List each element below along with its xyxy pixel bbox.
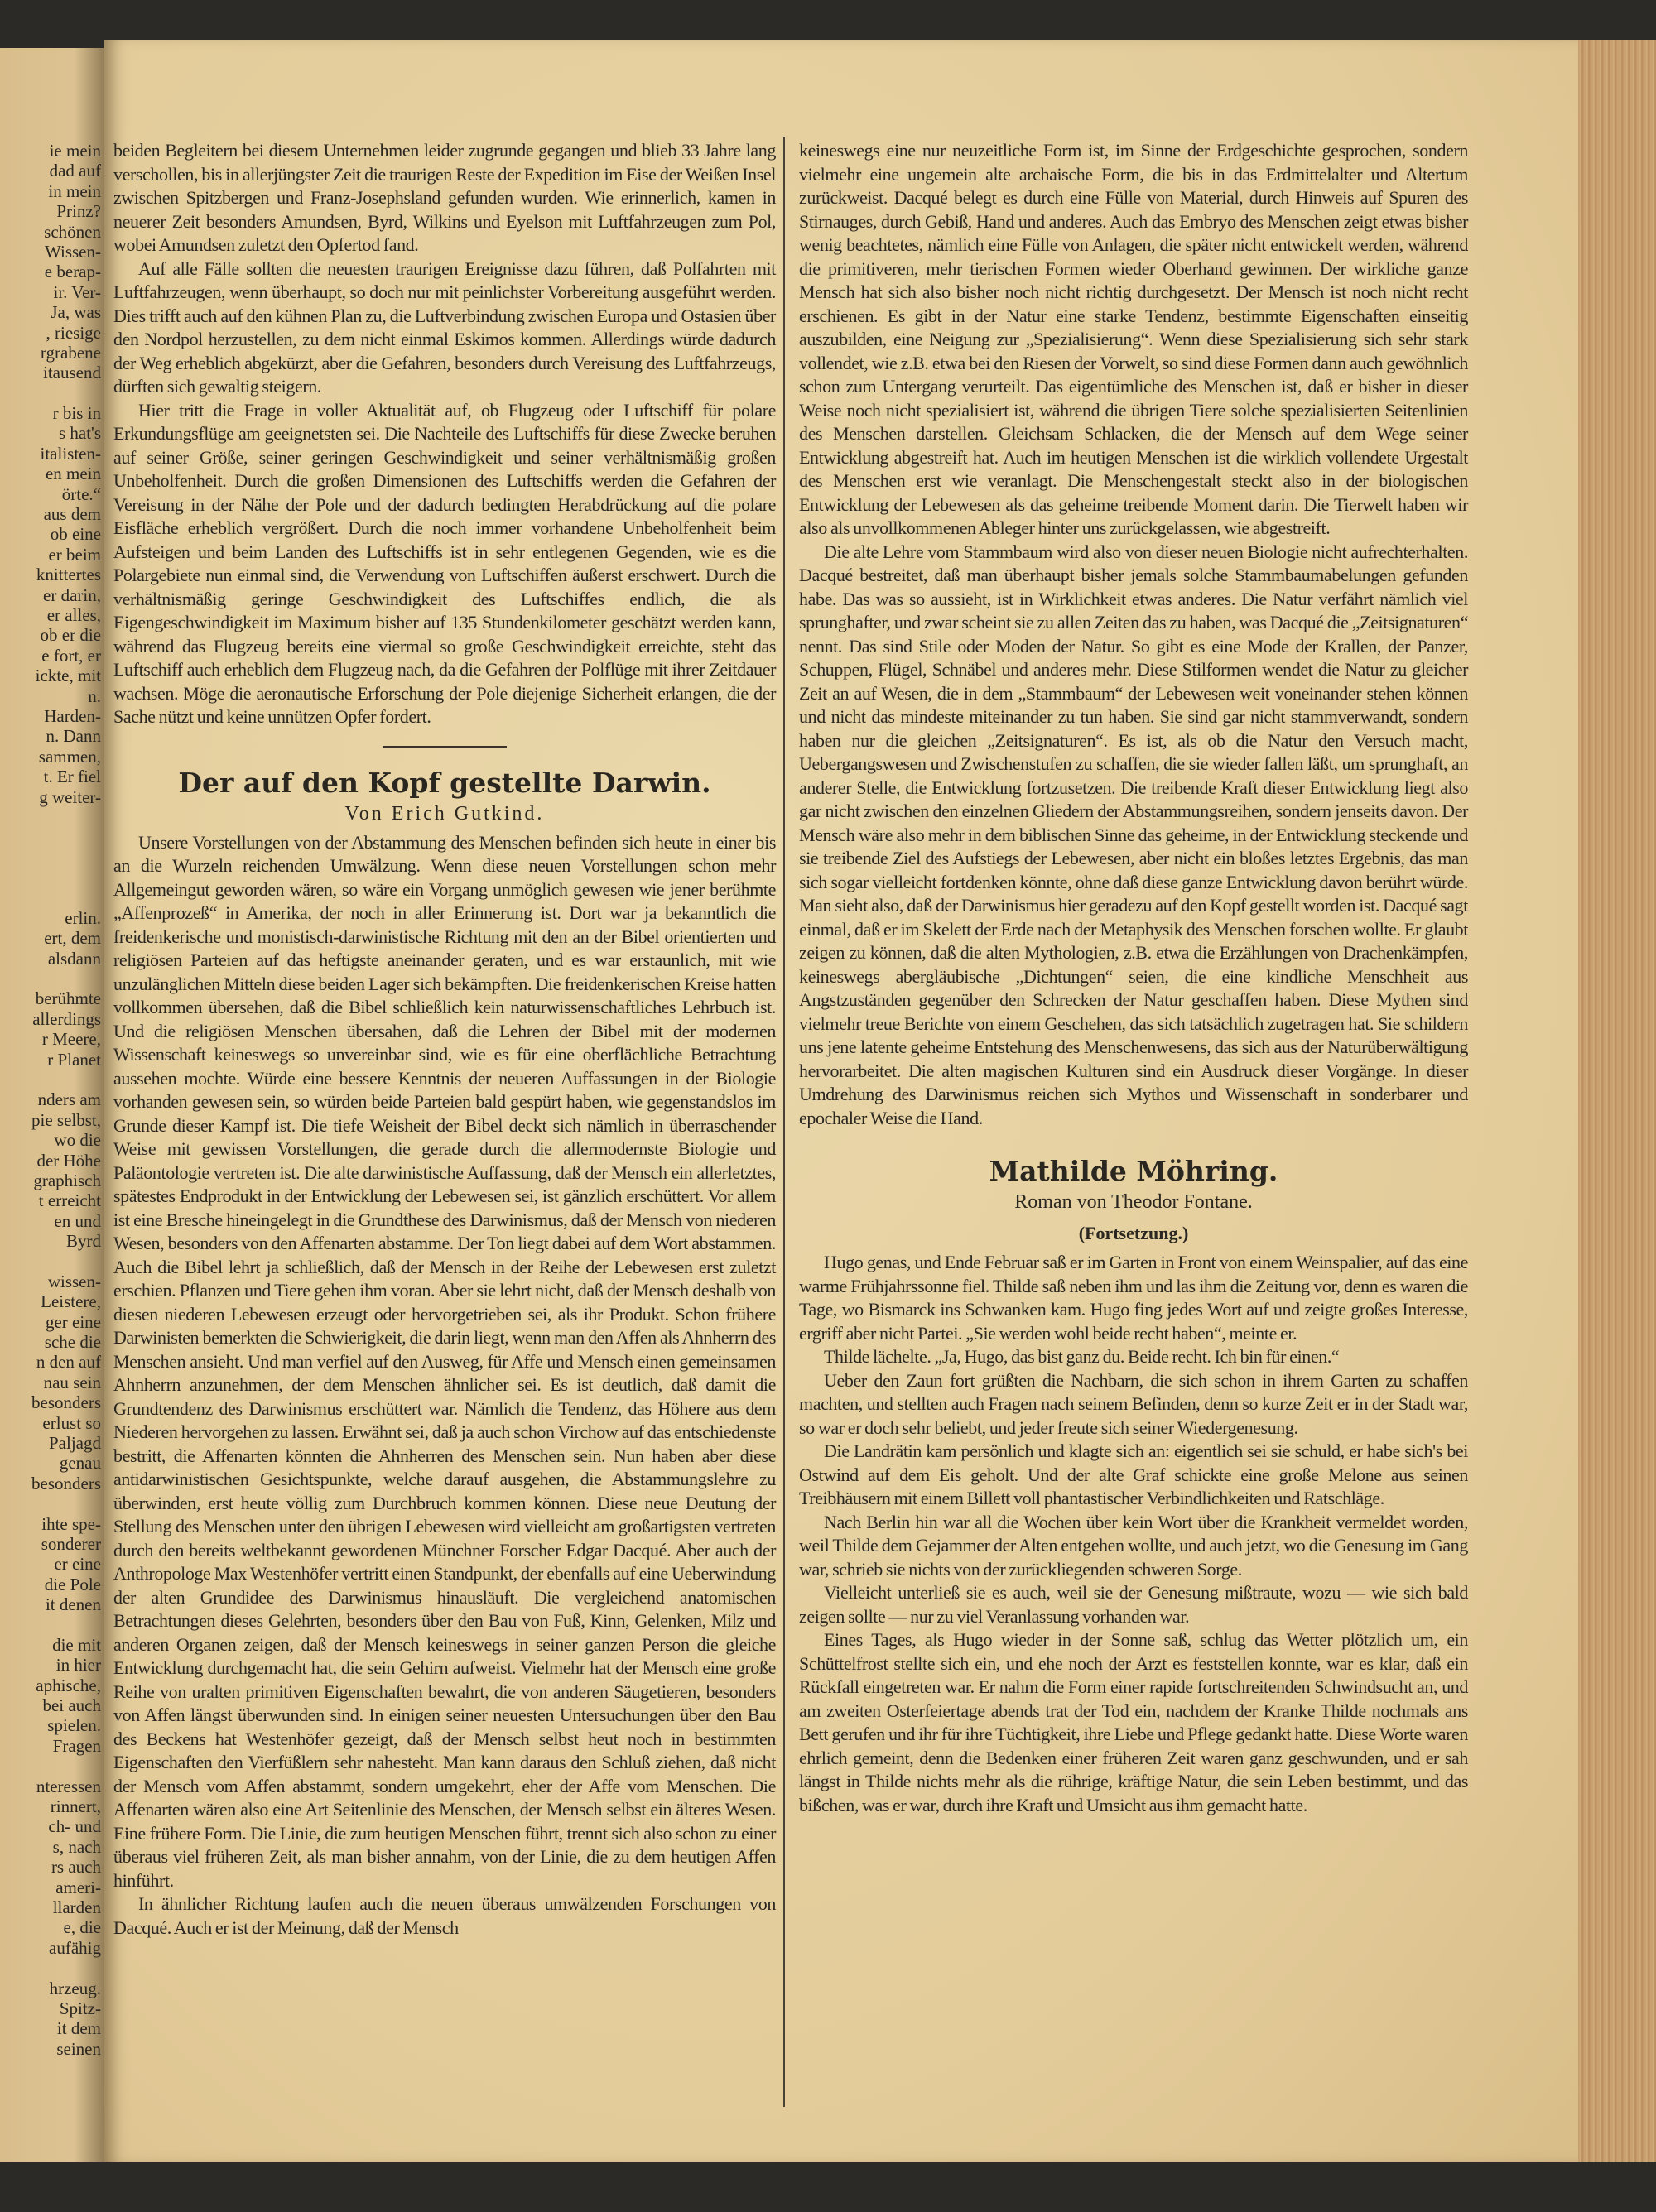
paragraph: Hugo genas, und Ende Februar saß er im Garten in Front von einem Weinspalier, auf das eine warme Frühjahrssonne fiel. Thilde saß neben ihm und las ihm die Zeitung vor, denn es waren die Tage, wo Bismarck ins Schwanken kam. Hugo fing jedes Wort auf und zeigte großes Interesse, ergriff aber nicht Partei. „Sie werden wohl beide recht haben“, meinte er. <box>799 1252 1468 1344</box>
fragment-line: alsdann <box>47 948 101 969</box>
fragment-line: n. Dann <box>46 726 101 747</box>
fragment-line: aphische, <box>36 1675 101 1695</box>
fragment-line: Byrd <box>66 1231 101 1252</box>
fragment-line: r bis in <box>52 403 101 424</box>
fragment-line: nau sein <box>43 1372 101 1392</box>
fragment-line: pie selbst, <box>31 1109 101 1130</box>
fragment-line: erlust so <box>42 1412 101 1433</box>
fragment-line: er darin, <box>43 584 101 605</box>
fragment-line: sche die <box>44 1332 101 1353</box>
fragment-line: aufähig <box>49 1937 101 1958</box>
fragment-line: it dem <box>56 2018 101 2039</box>
fragment-line: itausend <box>43 363 101 383</box>
fragment-line: ickte, mit <box>35 666 101 686</box>
fragment-line: ihte spe- <box>41 1513 101 1534</box>
fragment-line: n den auf <box>36 1352 101 1373</box>
fragment-line: der Höhe <box>36 1150 101 1171</box>
fragment-line: er eine <box>54 1554 101 1575</box>
fragment-line: e fort, er <box>41 645 101 666</box>
fragment-line: hrzeug. <box>49 1978 101 1998</box>
fragment-line <box>3 383 101 403</box>
fragment-line: die Pole <box>44 1574 101 1594</box>
adjacent-page-text-fragments <box>3 141 101 2059</box>
fragment-line: Paljagd <box>49 1433 101 1453</box>
fragment-line: Fragen <box>52 1735 101 1756</box>
fragment-line: Leistere, <box>41 1291 101 1312</box>
fragment-line: it denen <box>45 1594 101 1615</box>
fragment-line <box>3 868 101 887</box>
fragment-line: e, die <box>63 1917 101 1938</box>
fragment-line <box>3 848 101 868</box>
fragment-line: llarden <box>52 1897 101 1917</box>
column-left <box>113 139 776 1940</box>
fragment-line: s, nach <box>52 1836 101 1857</box>
fragment-line: er alles, <box>46 604 101 625</box>
fragment-line: Wissen- <box>45 241 101 262</box>
fragment-line: er beim <box>48 544 101 565</box>
fragment-line: ch- und <box>48 1816 101 1837</box>
fragment-line: r Planet <box>47 1049 101 1070</box>
fragment-line: sonderer <box>41 1533 101 1554</box>
fragment-line: ob er die <box>40 625 101 646</box>
fragment-line: s hat's <box>58 423 101 444</box>
fragment-line: rgrabene <box>40 342 101 363</box>
fragment-line <box>3 827 101 847</box>
paragraph: Vielleicht unterließ sie es auch, weil sie der Genesung mißtraute, wozu — wie sich bald zeigen sollte — nur zu viel Veranlassung vorhanden war. <box>799 1582 1468 1627</box>
fragment-line <box>3 1958 101 1978</box>
fragment-line: berühmte <box>35 988 101 1009</box>
fragment-line: die mit <box>52 1634 101 1655</box>
fragment-line: erlin. <box>65 907 101 928</box>
paragraph: Hier tritt die Frage in voller Aktualität auf, ob Flugzeug oder Luftschiff für polare Erkundungsflüge am geeignetsten sei. Die Nachteile des Luftschiffs für diese Zwecke beruhen auf seiner Größe, seiner geringen Geschwindigkeit und seiner verhältnismäßig großen Unbeholfenheit. Durch die großen Dimensionen des Luftschiffs werden die Gefahren der Vereisung in der Nähe der Pole und der dadurch bedingten Herabdrückung auf die polare Eisfläche erheblich vergrößert. Durch die noch immer vorhandene Unbeholfenheit beim Aufsteigen und beim Landen des Luftschiffs ist in sehr entlegenen Gegenden, wie es die Polargebiete nun einmal sind, die Verwendung von Luftschiffen äußerst erschwert. Durch die verhältnismäßig geringe Geschwindigkeit des Luftschiffes endlich, die als Eigengeschwindigkeit im Maximum bisher auf 135 Stundenkilometer geschätzt werden kann, während das Flugzeug bereits eine viermal so große Geschwindigkeit erreichte, steht das Luftschiff auch erheblich dem Flugzeug nach, da die Gefahren der Polflüge mit ihrer Zeitdauer wachsen. Möge die aeronautische Erforschung der Pole diejenige Sicherheit erlangen, die der Sache nützt und keine unnützen Opfer fordert. <box>113 399 776 727</box>
fragment-line: t. Er fiel <box>43 767 101 787</box>
fragment-line: en und <box>54 1210 101 1231</box>
fragment-line: örte.“ <box>61 483 101 504</box>
fragment-line: schönen <box>44 221 101 242</box>
paragraph: Eines Tages, als Hugo wieder in der Sonne saß, schlug das Wetter plötzlich um, ein Schüttelfrost stellte sich ein, und ehe noch der Arzt es feststellen konnte, war es klar, daß ein Rückfall eingetreten war. Er nahm die Form einer rapide fortschreitenden Schwindsucht an, und am zweiten Osterfeiertage abends trat der Tod ein, nachdem der Kranke Thilde nochmals ans Bett gerufen und ihr für ihre Tüchtigkeit, ihre Liebe und Pflege gedankt hatte. Diese Worte waren ehrlich gemeint, denn die Bedenken einer früheren Zeit waren ganz geschwunden, und er sah längst in Thilde nichts mehr als die rührige, kräftige Natur, die sein Leben bestimmt, und das bißchen, was er war, durch ihre Kraft und Umsicht aus ihm gemacht hatte. <box>799 1629 1468 1815</box>
paragraph: beiden Begleitern bei diesem Unternehmen leider zugrunde gegangen und blieb 33 Jahre lang verschollen, bis in allerjüngster Zeit die traurigen Reste der Expedition im Eise der Weißen Insel zwischen Spitzbergen und Franz-Josephsland gefunden wurden. Wie erinnerlich, kamen in neuerer Zeit besonders Amundsen, Byrd, Wilkins und Eyelson mit Luftfahrzeugen zum Pol, wobei Amundsen zuletzt den Opfertod fand. <box>113 140 776 255</box>
fragment-line: besonders <box>31 1392 101 1413</box>
page-stack-edge <box>1578 40 1656 2162</box>
paragraph: Nach Berlin hin war all die Wochen über kein Wort über die Krankheit vermeldet worden, weil Thilde dem Gejammer der Alten entgehen wollte, und auch jetzt, wo die Genesung im Gang war, schrieb sie nichts von der zurückliegenden schweren Sorge. <box>799 1511 1468 1580</box>
fragment-line: en mein <box>45 464 101 484</box>
fragment-line: r Meere, <box>41 1029 101 1050</box>
fragment-line: in hier <box>55 1655 101 1676</box>
fragment-line <box>3 887 101 907</box>
fragment-line: ameri- <box>55 1877 101 1897</box>
fragment-line: nders am <box>37 1089 101 1110</box>
fragment-line: e berap- <box>44 262 101 282</box>
fragment-line <box>3 807 101 827</box>
fragment-line <box>3 969 101 988</box>
adjacent-page-edge <box>0 48 106 2162</box>
section-divider <box>383 746 507 748</box>
fragment-line: seinen <box>56 2038 101 2059</box>
fragment-line: knittertes <box>36 565 101 585</box>
fragment-line: ger eine <box>45 1311 101 1332</box>
fragment-line: wissen- <box>47 1271 101 1291</box>
column-right <box>799 139 1468 1817</box>
article-title: Der auf den Kopf gestellte Darwin. <box>178 766 711 799</box>
paragraph: Die Landrätin kam persönlich und klagte sich an: eigentlich sei sie schuld, er habe sich's bei Ostwind auf dem Eis geholt. Und der alte Graf schickte eine große Melone aus seinen Treibhäusern mit einem Billett voll phantastischer Verbindlichkeiten und Ratschläge. <box>799 1440 1468 1508</box>
fragment-line <box>3 1070 101 1089</box>
fragment-line <box>3 1493 101 1513</box>
fragment-line: ob eine <box>50 524 101 545</box>
fragment-line: rs auch <box>51 1857 101 1878</box>
fragment-line <box>3 1615 101 1635</box>
fragment-line: ert, dem <box>44 928 101 949</box>
fragment-line <box>3 1756 101 1776</box>
fragment-line: nteressen <box>36 1776 101 1796</box>
fragment-line: in mein <box>48 180 101 201</box>
fragment-line: , riesige <box>46 322 101 343</box>
paragraph: Unsere Vorstellungen von der Abstammung des Menschen befinden sich heute in einer bis an die Wurzeln reichenden Umwälzung. Wenn diese neuen Vorstellungen schon mehr Allgemeingut geworden wären, so wäre ein Vorgang unmöglich gewesen wie jener berühmte „Affenprozeß“ in Amerika, der noch in aller Erinnerung ist. Dort war ja bekanntlich die freidenkerische und monistisch-darwinistische Richtung mit den an der Bibel orientierten und religiösen Parteien auf das heftigste aneinander geraten, und es war erstaunlich, mit wie unzulänglichen Mitteln diese beiden Lager sich bekämpften. Die freidenkerischen Kreise hatten vollkommen übersehen, daß die Bibel schließlich kein naturwissenschaftliches Lehrbuch ist. Und die religiösen Menschen übersahen, daß die Lehren der Bibel mit der modernen Wissenschaft keineswegs so unvereinbar sind, wie es für eine oberflächliche Betrachtung aussehen mochte. Würde eine bessere Kenntnis der neueren Auffassungen in der Biologie vorhanden gewesen sein, so würden beide Parteien bald gespürt haben, wie gegenstandslos im Grunde dieser Kampf ist. Die tiefe Weisheit der Bibel deckt sich nämlich in überraschender Weise mit gewissen Vorstellungen, die gerade durch die allermodernste Biologie und Paläontologie vertreten ist. Die alte darwinistische Auffassung, daß der Mensch ein allerletztes, spätestes Endprodukt in der Entwicklung der Lebewesen sei, ist gänzlich erschüttert. Vor allem ist eine Bresche hineingelegt in die Grundthese des Darwinismus, daß der Mensch von niederen Wesen, besonders von den Affenarten abstamme. Der Ton liegt dabei auf dem Wort abstammen. Auch die Bibel lehrt ja schließlich, daß der Mensch in der Reihe der Lebewesen erst zuletzt erschien. Pflanzen und Tiere gehen ihm voran. Aber sie lehrt nicht, daß der Mensch deshalb von diesen niederen Lebewesen erzeugt oder hervorgetrieben sei, als ihr Produkt. Schon frühere Darwinisten bemerkten die Schwierigkeit, die darin liegt, wenn man den Affen als Ahnherrn des Menschen ansieht. Und man verfiel auf den Ausweg, für Affe und Mensch einen gemeinsamen Ahnherrn anzunehmen, der dem Menschen ähnlicher sei. Es ist deutlich, daß damit die Grundtendenz des Darwinismus erschüttert war. Nämlich die Tendenz, das Höhere aus dem Niederen hervorgehen zu lassen. Erwähnt sei, daß ja auch schon Virchow auf das entschiedenste bestritt, die Affenarten könnten die Ahnherren des Menschen sein. Nun haben aber diese antidarwinistischen Gesichtspunkte, welche darauf ausgehen, die Abstammungslehre zu überwinden, erst heute völlig zum Durchbruch kommen können. Diese neue Deutung der Stellung des Menschen unter den übrigen Lebewesen wird vielleicht am großartigsten vertreten durch den bereits weltbekannt gewordenen Münchner Forscher Edgar Dacqué. Aber auch der Anthropologe Max Westenhöfer vertritt einen Standpunkt, der ebenfalls auf eine Ueberwindung der alten Grundidee des Darwinismus hinausläuft. Die vergleichend anatomischen Betrachtungen dieses Gelehrten, besonders über den Bau von Fuß, Kinn, Gelenken, Milz und anderen Organen zeigen, daß der Mensch keineswegs in seiner ganzen Person die gleiche Entwicklung durchgemacht hat, die sein Gehirn aufweist. Vielmehr hat der Mensch eine große Reihe von uralten primitiven Eigenschaften bewahrt, die von anderen Säugetieren, besonders von Affen längst überwunden sind. In einigen seiner neuesten Untersuchungen über den Bau des Beckens hat Westenhöfer gezeigt, daß der Mensch selbst heut noch in bestimmten Eigenschaften den Vierfüßlern sehr nahesteht. Man kann daraus den Schluß ziehen, daß nicht der Mensch vom Affen abstammt, sondern umgekehrt, eher der Affe vom Menschen. Die Affenarten wären also eine Art Seitenlinie des Menschen, der Mensch selbst ein älteres Wesen. Eine frühere Form. Die Linie, die zum heutigen Menschen führt, trennt sich also schon zu einer überaus viel früheren Zeit, als man bisher annahm, von der Linie, die zu dem heutigen Affen hinführt. <box>113 831 776 1891</box>
fragment-line: Harden- <box>44 705 101 726</box>
fragment-line: graphisch <box>33 1170 101 1190</box>
fragment-line: besonders <box>31 1473 101 1493</box>
fragment-line: aus dem <box>43 504 101 525</box>
fragment-line: spielen. <box>47 1715 101 1736</box>
novel-byline: Roman von Theodor Fontane. <box>1014 1191 1253 1213</box>
fragment-line: bei auch <box>42 1695 101 1716</box>
novel-title: Mathilde Möhring. <box>989 1155 1278 1187</box>
fragment-line: ir. Ver- <box>53 281 101 302</box>
paragraph: Ueber den Zaun fort grüßten die Nachbarn, die sich schon in ihrem Garten zu schaffen machten, und stellten auch Fragen nach seinem Befinden, denn so kurze Zeit er in der Stadt war, so war er doch sehr beliebt, und jeder freute sich seiner Wiedergenesung. <box>799 1369 1468 1438</box>
continuation-note: (Fortsetzung.) <box>1078 1223 1189 1243</box>
fragment-line: rinnert, <box>50 1796 101 1817</box>
scan-bottom-border <box>0 2162 1656 2212</box>
fragment-line: sammen, <box>38 746 101 767</box>
paragraph: Thilde lächelte. „Ja, Hugo, das bist ganz du. Beide recht. Ich bin für einen.“ <box>824 1346 1340 1367</box>
column-divider <box>783 137 785 2107</box>
fragment-line: t erreicht <box>38 1190 101 1211</box>
paragraph: In ähnlicher Richtung laufen auch die neuen überaus umwälzenden Forschungen von Dacqué. Auch er ist der Meinung, daß der Mensch <box>113 1893 776 1938</box>
fragment-line: wo die <box>54 1130 101 1151</box>
paragraph: Die alte Lehre vom Stammbaum wird also von dieser neuen Biologie nicht aufrechterhalten. Dacqué bestreitet, daß man überhaupt bisher jemals solche Stammbaumabelungen gefunden habe. Das was so aussieht, ist in Wirklichkeit etwas anderes. Die Natur verfährt nämlich viel sprunghafter, und zwar scheint sie zu allen Zeiten das zu haben, was Dacqué die „Zeitsignaturen“ nennt. Das sind Stile oder Moden der Natur. So gibt es eine Mode der Krallen, der Panzer, Schuppen, Flügel, Schnäbel und anderes mehr. Diese Stilformen wendet die Natur zu gleicher Zeit an auf Wesen, die in dem „Stammbaum“ der Lebewesen weit voneinander stehen können und nicht das mindeste miteinander zu tun haben. Sie sind gar nicht stammverwandt, sondern haben nur die gleichen „Zeitsignaturen“. Es ist, als ob die Natur den Versuch macht, Uebergangswesen und Zwischenstufen zu schaffen, die sie wieder fallen läßt, um sprunghaft, an anderer Stelle, die Entwicklung fortzusetzen. Die treibende Kraft dieser Entwicklung liegt also gar nicht zwischen den einzelnen Gliedern der Abstammungsreihen, sondern jenseits davon. Der Mensch wäre also mehr in dem biblischen Sinne das geheime, in der Entwicklung steckende und sie treibende Ziel des Aufstiegs der Lebewesen, aber nicht ein bloßes letztes Ergebnis, das man sich sogar vielleicht fortdenken könnte, ohne daß diese ganze Entwicklung davon berührt würde. Man sieht also, daß der Darwinismus hier geradezu auf den Kopf gestellt worden ist. Dacqué sagt einmal, daß er im Skelett der Erde nach der Metaphysik des Menschen forschen wollte. Er glaubt zeigen zu können, daß die alten Mythologien, z.B. etwa die Erzählungen von Drachenkämpfen, keineswegs abergläubische „Dichtungen“ seien, die eine kindliche Menschheit aus Angstzuständen gegenüber den Schrecken der Natur geschaffen haben. Diese Mythen sind vielmehr treue Berichte von einem Geschehen, das sich tatsächlich zugetragen hat. Sie schildern uns jene latente geheime Entstehung des Menschenwesens, das sich aus der Naturüberwältigung hervorarbeitet. Die alten magischen Kulturen sind ein Ausdruck dieser Vorgänge. In dieser Umdrehung des Darwinismus reichen sich Mythos und Wissenschaft in sonderbarer und epochaler Weise die Hand. <box>799 541 1468 1128</box>
fragment-line: Spitz- <box>59 1998 101 2018</box>
fragment-line: dad auf <box>49 161 101 181</box>
paragraph: Auf alle Fälle sollten die neuesten traurigen Ereignisse dazu führen, daß Polfahrten mit Luftfahrzeugen, wenn überhaupt, so doch nur mit peinlichster Vorbereitung ausgeführt werden. Dies trifft auch auf den kühnen Plan zu, die Luftverbindung zwischen Europa und Ostasien über den Nordpol herzustellen, zu dem nicht einmal Eskimos kommen. Allerdings würde dadurch der Weg erheblich abgekürzt, aber die Gefahren, besonders durch Vereisung des Luftfahrzeugs, dürften sich gewaltig steigern. <box>113 257 776 397</box>
fragment-line: ie mein <box>49 141 101 161</box>
fragment-line <box>3 1251 101 1271</box>
fragment-line: Ja, was <box>51 302 101 323</box>
fragment-line: g weiter- <box>39 786 101 807</box>
fragment-line: Prinz? <box>56 201 101 222</box>
paragraph: keineswegs eine nur neuzeitliche Form ist, im Sinne der Erdgeschichte gesprochen, sondern vielmehr eine ungemein alte archaische Form, die bis in das Erdmittelalter und Altertum zurückweist. Dacqué belegt es durch eine Fülle von Material, durch Hinweis auf Spuren des Stirnauges, durch Gebiß, Hand und anderes. Auch das Embryo des Menschen zeigt etwas bisher wenig beachtetes, nämlich eine Fülle von Anlagen, die später nicht entwickelt werden, während die primitiveren, mehr tierischen Formen wieder Oberhand gewinnen. Der wirkliche ganze Mensch hat sich also bisher noch nicht richtig durchgesetzt. Der Mensch ist noch nicht recht erschienen. Es gibt in der Natur eine starke Tendenz, bestimmte Eigenschaften einseitig auszubilden, eine Neigung zur „Spezialisierung“. Wenn diese Spezialisierung sich sehr stark vollendet, wie z.B. etwa bei den Riesen der Vorwelt, so sind diese Formen dann auch gewöhnlich schon zum Untergang verurteilt. Das eigentümliche des Menschen ist, daß er bisher in dieser Weise noch nicht spezialisiert ist, während die übrigen Tiere solche spezialisierten Seitenlinien des Menschen darstellen. Gleichsam Schlacken, die der Mensch auf dem Wege seiner Entwicklung abgestreift hat. Auch im heutigen Menschen ist die wirklich vollendete Urgestalt des Menschen erst wie veranlagt. Die Menschengestalt steckt also in der biologischen Entwicklung der Lebewesen als das geheime treibende Moment darin. Die Tierwelt haben wir also als unvollkommenen Ableger hinter uns zurückgelassen, wie abgestreift. <box>799 140 1468 538</box>
article-byline: Von Erich Gutkind. <box>344 802 545 825</box>
fragment-line: genau <box>59 1453 101 1474</box>
fragment-line: allerdings <box>32 1008 101 1029</box>
fragment-line: italisten- <box>40 443 101 464</box>
fragment-line: n. <box>88 685 101 706</box>
